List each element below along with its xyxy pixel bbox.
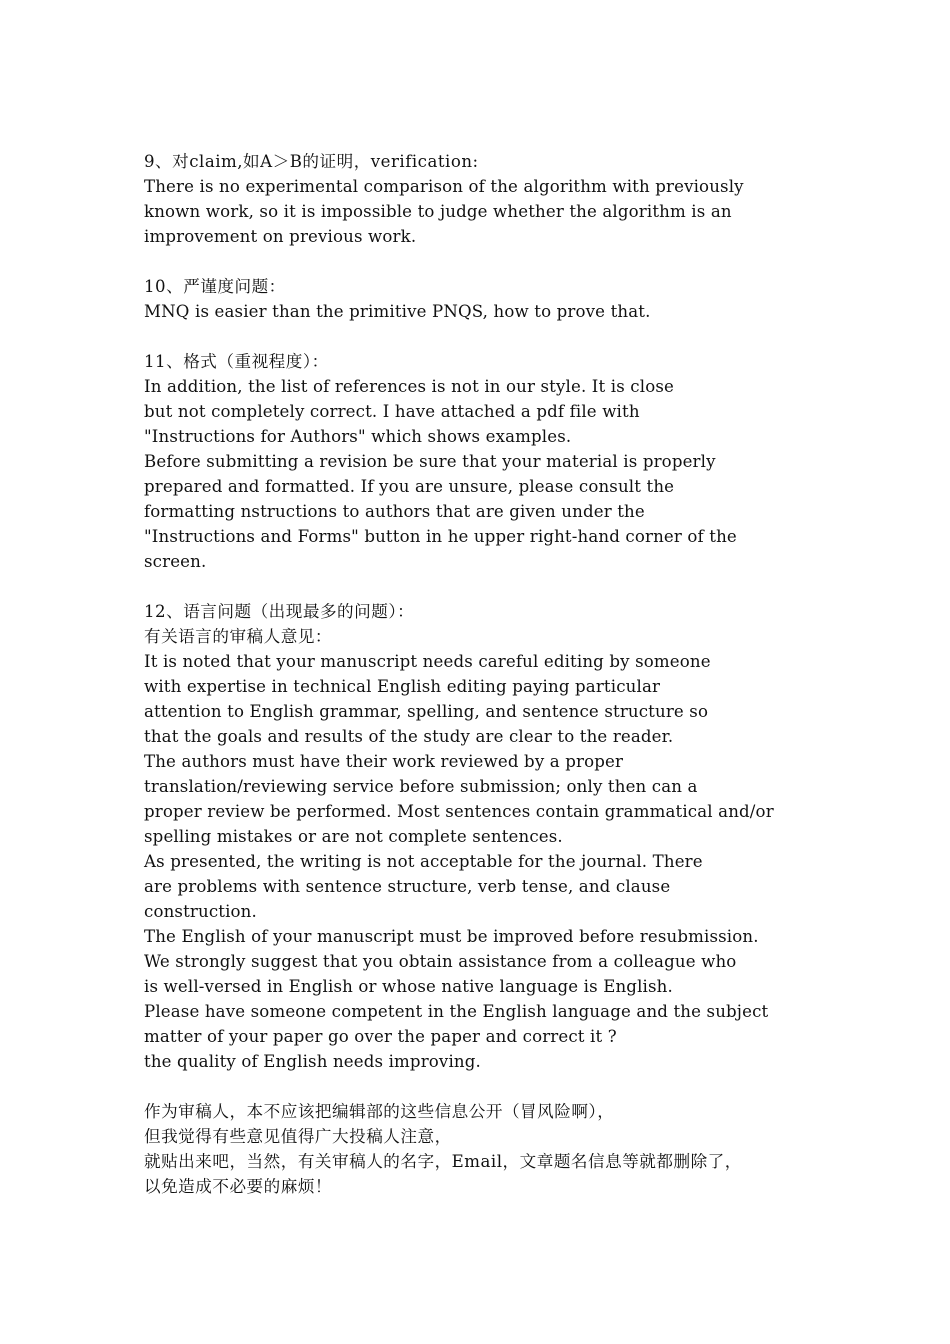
document-page	[144, 149, 824, 1199]
closing-line: 但我觉得有些意见值得广大投稿人注意，	[144, 1127, 452, 1146]
text-line: is well-versed in English or whose native language is English.	[144, 977, 673, 996]
section-heading: 10、严谨度问题：	[144, 277, 286, 296]
text-line: It is noted that your manuscript needs careful editing by someone	[144, 652, 711, 671]
text-line: In addition, the list of references is not in our style. It is close	[144, 377, 674, 396]
text-line: spelling mistakes or are not complete sentences.	[144, 827, 563, 846]
section-11	[144, 349, 824, 574]
text-line: attention to English grammar, spelling, and sentence structure so	[144, 702, 709, 721]
section-9	[144, 149, 824, 249]
text-line: but not completely correct. I have attached a pdf file with	[144, 402, 640, 421]
section-heading: 9、对claim,如A＞B的证明，verification:	[144, 152, 479, 171]
text-line: Before submitting a revision be sure that your material is properly	[144, 452, 716, 471]
text-line: "Instructions and Forms" button in he upper right-hand corner of the	[144, 527, 737, 546]
section-heading: 12、语言问题（出现最多的问题）：	[144, 602, 415, 621]
text-line: the quality of English needs improving.	[144, 1052, 481, 1071]
text-line: As presented, the writing is not acceptable for the journal. There	[144, 852, 703, 871]
text-line: proper review be performed. Most sentences contain grammatical and/or	[144, 802, 774, 821]
section-10	[144, 274, 824, 324]
text-line: MNQ is easier than the primitive PNQS, how to prove that.	[144, 302, 651, 321]
text-line: There is no experimental comparison of the algorithm with previously	[144, 177, 744, 196]
text-line: "Instructions for Authors" which shows examples.	[144, 427, 572, 446]
closing-line: 以免造成不必要的麻烦！	[144, 1177, 333, 1196]
text-line: prepared and formatted. If you are unsure, please consult the	[144, 477, 675, 496]
text-line: screen.	[144, 552, 207, 571]
text-line: matter of your paper go over the paper and correct it ?	[144, 1027, 617, 1046]
text-line: We strongly suggest that you obtain assistance from a colleague who	[144, 952, 737, 971]
text-line: are problems with sentence structure, verb tense, and clause	[144, 877, 671, 896]
closing-line: 作为审稿人，本不应该把编辑部的这些信息公开（冒风险啊），	[144, 1102, 615, 1121]
paragraph-gap	[144, 249, 824, 274]
text-line: that the goals and results of the study are clear to the reader.	[144, 727, 674, 746]
text-line: Please have someone competent in the English language and the subject	[144, 1002, 769, 1021]
text-line: 有关语言的审稿人意见：	[144, 627, 333, 646]
text-line: construction.	[144, 902, 257, 921]
closing-line: 就贴出来吧，当然，有关审稿人的名字，Email，文章题名信息等就都删除了，	[144, 1152, 742, 1171]
text-line: formatting nstructions to authors that are given under the	[144, 502, 645, 521]
paragraph-gap	[144, 574, 824, 599]
section-12	[144, 599, 824, 1074]
section-heading: 11、格式（重视程度）：	[144, 352, 329, 371]
text-line: with expertise in technical English editing paying particular	[144, 677, 661, 696]
paragraph-gap	[144, 1074, 824, 1099]
text-line: known work, so it is impossible to judge whether the algorithm is an	[144, 202, 732, 221]
text-line: translation/reviewing service before submission; only then can a	[144, 777, 698, 796]
text-line: The English of your manuscript must be improved before resubmission.	[144, 927, 759, 946]
text-line: improvement on previous work.	[144, 227, 417, 246]
paragraph-gap	[144, 324, 824, 349]
text-line: The authors must have their work reviewed by a proper	[144, 752, 624, 771]
closing-note	[144, 1099, 824, 1199]
